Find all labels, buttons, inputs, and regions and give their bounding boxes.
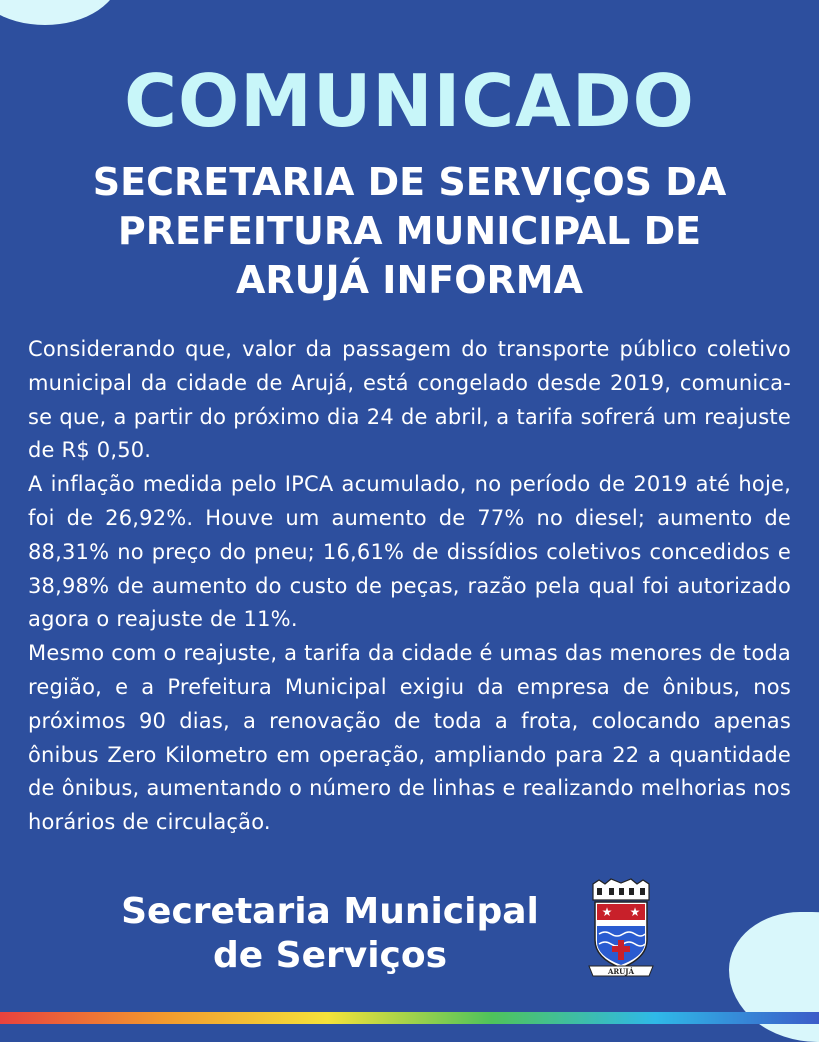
svg-text:★: ★ [629,905,641,919]
decorative-blob-top-left [0,0,120,25]
footer-name-line: Secretaria Municipal [121,891,539,932]
page-subtitle [30,158,789,305]
rainbow-stripe [0,1012,819,1024]
subtitle-line: ARUJÁ INFORMA [236,258,583,302]
body-paragraph: Considerando que, valor da passagem do transporte público coletivo municipal da cidade de Arujá, está congelado desde 2019, comunica-se que, a partir do próximo dia 24 de abril, a tarifa sofrerá um reajuste de R$ 0,50. [28,337,791,463]
footer-name-line: de Serviços [212,935,448,976]
crest-label: ARUJÁ [607,967,635,976]
subtitle-line: PREFEITURA MUNICIPAL DE [117,209,702,253]
announcement-body [28,333,791,840]
body-paragraph: Mesmo com o reajuste, a tarifa da cidade é umas das menores de toda região, e a Prefeitura Municipal exigiu da empresa de ônibus, nos próximos 90 dias, a renovação de toda a frota, colocando apenas ônibus Zero Kilometro em operação, ampliando para 22 a quantidade de ônibus, aumentando o número de linhas e realizando melhorias nos horários de circulação. [28,641,791,835]
page-title: COMUNICADO [124,59,695,143]
subtitle-line: SECRETARIA DE SERVIÇOS DA [92,160,727,204]
municipal-crest-icon [585,878,657,980]
body-paragraph: A inflação medida pelo IPCA acumulado, no período de 2019 até hoje, foi de 26,92%. Houve um aumento de 77% no diesel; aumento de 88,31% no preço do pneu; 16,61% de dissídios coletivos concedidos e 38,98% de aumento do custo de peças, razão pela qual foi autorizado agora o reajuste de 11%. [28,472,791,632]
svg-text:★: ★ [601,905,613,919]
footer-department-name [110,890,550,978]
